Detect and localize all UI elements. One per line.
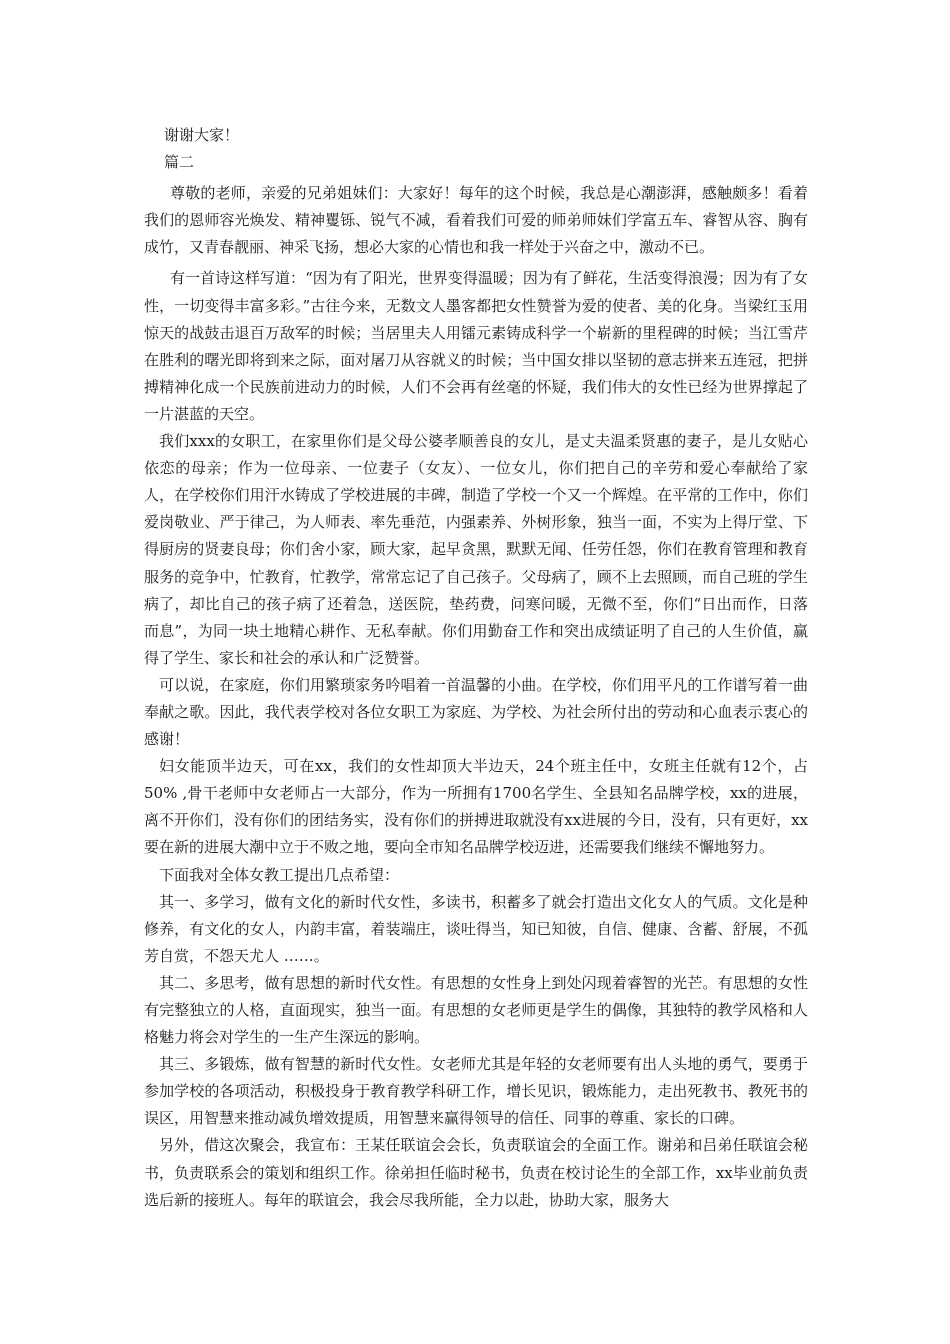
paragraph-hope-two: 其二、多思考，做有思想的新时代女性。有思想的女性身上到处闪现着睿智的光芒。有思想的女性有完整独立的人格，直面现实，独当一面。有思想的女老师更是学生的偶像，其独特的教学风格和人格魅力将会对学生的一生产生深远的影响。 [144,973,808,1047]
paragraph-thanks: 可以说，在家庭，你们用繁琐家务吟唱着一首温馨的小曲。在学校，你们用平凡的工作谱写着一曲奉献之歌。因此，我代表学校对各位女职工为家庭、为学校、为社会所付出的劳动和心血表示衷心的感谢！ [144,675,808,749]
closing-line: 谢谢大家！ [164,126,240,144]
document-body [144,122,808,1214]
paragraph-greeting: 尊敬的老师，亲爱的兄弟姐妹们：大家好！每年的这个时候，我总是心潮澎湃，感触颇多！看着我们的恩师容光焕发、精神矍铄、锐气不减，看着我们可爱的师弟师妹们学富五车、睿智从容、胸有成竹，又青春靓丽、神采飞扬，想必大家的心情也和我一样处于兴奋之中，激动不已。 [144,184,808,257]
section-heading: 篇二 [164,153,195,172]
paragraph-hope-three: 其三、多锻炼，做有智慧的新时代女性。女老师尤其是年轻的女老师要有出人头地的勇气，要勇于参加学校的各项活动，积极投身于教育教学科研工作，增长见识，锻炼能力，走出死教书、教死书的误区，用智慧来推动减负增效提质，用智慧来赢得领导的信任、同事的尊重、家长的口碑。 [144,1055,808,1128]
paragraph-staff: 我们xxx的女职工，在家里你们是父母公婆孝顺善良的女儿，是丈夫温柔贤惠的妻子，是儿女贴心依恋的母亲；作为一位母亲、一位妻子（女友）、一位女儿，你们把自己的辛劳和爱心奉献给了家人，在学校你们用汗水铸成了学校进展的丰碑，制造了学校一个又一个辉煌。在平常的工作中，你们爱岗敬业、严于律己，为人师表、率先垂范，内强素养、外树形象，独当一面，不实为上得厅堂、下得厨房的贤妻良母；你们舍小家，顾大家，起早贪黑，默默无闻、任劳任怨，你们在教育管理和教育服务的竞争中，忙教育，忙教学，常常忘记了自己孩子。父母病了，顾不上去照顾，而自己班的学生病了，却比自己的孩子病了还着急，送医院，垫药费，问寒问暖，无微不至，你们“日出而作，日落而息”，为同一块土地精心耕作、无私奉献。你们用勤奋工作和突出成绩证明了自己的人生价值，赢得了学生、家长和社会的承认和广泛赞誉。 [144,432,808,667]
paragraph-hopes-intro: 下面我对全体女教工提出几点希望： [159,865,400,884]
paragraph-poem: 有一首诗这样写道：“因为有了阳光，世界变得温暖；因为有了鲜花，生活变得浪漫；因为有了女性，一切变得丰富多彩。”古往今来，无数文人墨客都把女性赞誉为爱的使者、美的化身。当梁红玉用惊天的战鼓击退百万敌军的时候；当居里夫人用镭元素铸成科学一个崭新的里程碑的时候；当江雪芹在胜利的曙光即将到来之际，面对屠刀从容就义的时候；当中国女排以坚韧的意志拼来五连冠，把拼搏精神化成一个民族前进动力的时候，人们不会再有丝毫的怀疑，我们伟大的女性已经为世界撑起了一片湛蓝的天空。 [144,269,808,423]
paragraph-half-sky: 妇女能顶半边天，可在xx，我们的女性却顶大半边天，24个班主任中，女班主任就有12个，占50% ,骨干老师中女老师占一大部分，作为一所拥有1700名学生、全县知名品牌学校，xx的进展，离不开你们，没有你们的团结务实，没有你们的拼搏进取就没有xx进展的今日，没有，只有更好，xx要在新的进展大潮中立于不败之地，要向全市知名品牌学校迈进，还需要我们继续不懈地努力。 [144,757,808,857]
paragraph-hope-one: 其一、多学习，做有文化的新时代女性，多读书，积蓄多了就会打造出文化女人的气质。文化是种修养，有文化的女人，内韵丰富，着装端庄，谈吐得当，知已知彼，自信、健康、含蓄、舒展，不孤芳自赏，不怨天尤人 ……。 [144,892,808,965]
paragraph-announcement: 另外，借这次聚会，我宣布：王某任联谊会会长，负责联谊会的全面工作。谢弟和吕弟任联谊会秘书，负责联系会的策划和组织工作。徐弟担任临时秘书，负责在校讨论生的全部工作，xx毕业前负责选后新的接班人。每年的联谊会，我会尽我所能，全力以赴，协助大家，服务大 [144,1136,808,1209]
